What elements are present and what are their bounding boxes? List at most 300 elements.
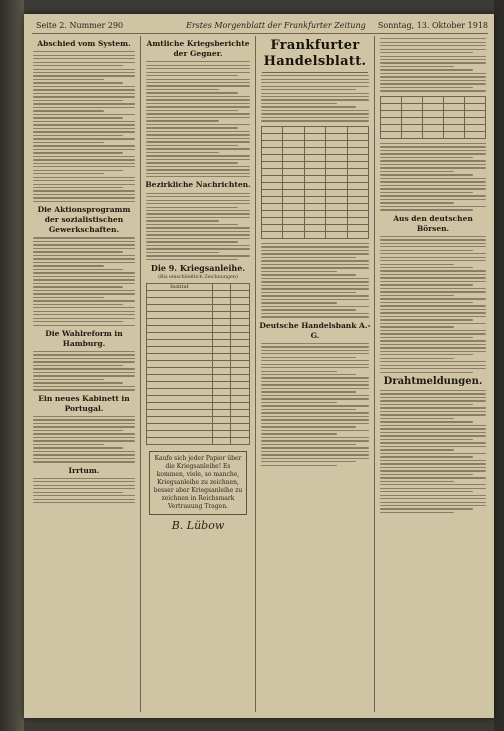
column-1 (30, 36, 138, 712)
article-heading: Drahtmeldungen. (383, 375, 483, 387)
article-text (30, 51, 138, 202)
text-line (380, 442, 486, 443)
text-line (261, 79, 369, 80)
article-heading: Ein neues Kabinett in Portugal. (38, 393, 130, 413)
text-line (380, 397, 486, 398)
text-line (380, 59, 486, 60)
text-line (380, 83, 486, 84)
text-line (33, 110, 104, 111)
table-row (147, 291, 250, 298)
text-line (380, 446, 486, 447)
text-line (380, 491, 473, 492)
text-line (33, 197, 135, 198)
text-line (33, 300, 135, 301)
notice-box: Kaufe sich jeder Papier über die Kriegsanleihe! Es kommen, viele, so manche, Kriegsanleihe zu zeichnen, besser aber Kriegsanleihe zu zeichnen in Reichsmark Vertrauung Tragen. (149, 451, 247, 515)
article-heading: Aus den deutschen Börsen. (393, 213, 473, 233)
text-line (380, 326, 454, 327)
text-line (380, 309, 486, 310)
column-4 (377, 36, 489, 712)
text-line (146, 145, 238, 146)
text-line (146, 106, 250, 107)
text-line (33, 311, 135, 312)
text-line (380, 298, 486, 299)
table-row (262, 126, 369, 133)
table-row (262, 196, 369, 203)
text-line (261, 309, 356, 310)
article-heading: Die Wahlreform in Hamburg. (45, 328, 123, 348)
text-line (33, 187, 123, 188)
text-line (33, 447, 123, 448)
text-line (146, 82, 250, 83)
text-line (380, 171, 454, 172)
text-line (380, 181, 486, 182)
text-line (261, 316, 369, 317)
article-text (30, 351, 138, 391)
text-line (33, 51, 135, 52)
article-heading: Abschied vom System. (37, 39, 131, 48)
text-line (146, 207, 238, 208)
table-row (262, 217, 369, 224)
text-line (33, 58, 135, 59)
text-line (33, 201, 135, 202)
text-line (33, 488, 135, 489)
text-line (146, 255, 250, 256)
article-text (143, 61, 253, 177)
text-line (380, 66, 454, 67)
text-line (146, 79, 250, 80)
text-line (261, 103, 337, 104)
text-line (380, 202, 454, 203)
text-line (380, 316, 486, 317)
text-line (380, 358, 454, 359)
table-row (262, 154, 369, 161)
text-line (33, 114, 135, 115)
text-line (380, 432, 486, 433)
text-line (380, 73, 486, 74)
text-line (146, 162, 238, 163)
issue-date: Sonntag, 13. Oktober 1918 (377, 21, 488, 30)
text-line (380, 305, 486, 306)
text-line (33, 145, 135, 146)
masthead (36, 20, 488, 32)
text-line (380, 505, 486, 506)
text-line (33, 159, 135, 160)
table-row (147, 326, 250, 333)
text-line (261, 278, 369, 279)
text-line (33, 368, 135, 369)
text-line (380, 295, 454, 296)
text-line (380, 153, 486, 154)
text-line (261, 96, 369, 97)
text-line (33, 138, 135, 139)
text-line (380, 418, 454, 419)
text-line (33, 419, 135, 420)
text-line (33, 307, 135, 308)
text-line (146, 210, 250, 211)
subheading: (Bis einschließlich Zeichnungen) (158, 275, 238, 281)
text-line (261, 409, 356, 410)
text-line (33, 430, 123, 431)
text-line (380, 365, 486, 366)
text-line (380, 49, 486, 50)
signature: B. Lübow (171, 519, 225, 533)
text-line (146, 220, 219, 221)
text-line (33, 279, 135, 280)
text-line (380, 319, 473, 320)
text-line (33, 135, 123, 136)
table-header: Institut (147, 284, 213, 291)
text-line (33, 163, 135, 164)
text-line (261, 346, 369, 347)
table-row (147, 375, 250, 382)
text-line (380, 470, 486, 471)
table-row (147, 368, 250, 375)
text-line (33, 107, 135, 108)
text-line (261, 430, 369, 431)
text-line (380, 253, 486, 254)
text-line (380, 199, 486, 200)
text-line (380, 42, 486, 43)
text-line (33, 454, 135, 455)
text-line (380, 372, 473, 373)
table-row (147, 312, 250, 319)
text-line (33, 255, 135, 256)
article-text (30, 237, 138, 326)
text-line (380, 45, 486, 46)
text-line (261, 374, 356, 375)
text-line (380, 337, 473, 338)
text-line (146, 248, 250, 249)
text-line (380, 421, 473, 422)
article-text (258, 243, 372, 318)
text-line (33, 293, 135, 294)
table-row (381, 117, 486, 124)
table-row (147, 438, 250, 445)
text-line (380, 76, 486, 77)
text-line (33, 251, 123, 252)
text-line (380, 404, 473, 405)
text-line (380, 428, 486, 429)
text-line (380, 164, 486, 165)
text-line (146, 152, 219, 153)
text-line (33, 321, 123, 322)
text-line (33, 82, 123, 83)
text-line (33, 354, 135, 355)
text-line (146, 117, 250, 118)
subscription-table (143, 281, 253, 447)
text-line (33, 433, 135, 434)
text-line (146, 92, 238, 93)
text-line (380, 206, 486, 207)
text-line (380, 456, 473, 457)
text-line (380, 87, 473, 88)
table-row (262, 203, 369, 210)
text-line (380, 209, 473, 210)
newspaper-name: Erstes Morgenblatt der Frankfurter Zeitung (186, 21, 366, 30)
text-line (380, 361, 486, 362)
text-line (380, 56, 486, 57)
text-line (33, 382, 123, 383)
text-line (146, 259, 238, 260)
text-line (146, 169, 250, 170)
text-line (261, 423, 369, 424)
text-line (380, 460, 486, 461)
text-line (261, 402, 337, 403)
text-line (146, 166, 250, 167)
text-line (146, 234, 250, 235)
text-line (380, 411, 486, 412)
text-line (380, 274, 486, 275)
text-line (261, 426, 356, 427)
text-line (380, 323, 486, 324)
text-line (380, 407, 486, 408)
text-line (146, 141, 250, 142)
text-line (380, 439, 473, 440)
rates-table (377, 94, 489, 141)
text-line (261, 395, 369, 396)
text-line (33, 96, 135, 97)
text-line (33, 290, 135, 291)
text-line (380, 281, 486, 282)
text-line (146, 252, 219, 253)
text-line (380, 347, 486, 348)
text-line (33, 72, 135, 73)
text-line (380, 488, 486, 489)
text-line (33, 156, 135, 157)
text-line (33, 173, 104, 174)
text-line (33, 361, 135, 362)
text-line (261, 267, 369, 268)
table-row (147, 396, 250, 403)
text-line (33, 194, 135, 195)
column-2 (143, 36, 253, 712)
text-line (33, 358, 135, 359)
text-line (261, 367, 369, 368)
text-line (33, 86, 135, 87)
table-row (262, 161, 369, 168)
text-line (33, 485, 135, 486)
article-text (30, 416, 138, 463)
text-line (380, 143, 486, 144)
text-line (261, 364, 369, 365)
text-line (380, 312, 486, 313)
text-line (33, 365, 123, 366)
text-line (33, 437, 135, 438)
text-line (33, 121, 135, 122)
text-line (380, 178, 486, 179)
text-line (146, 159, 250, 160)
table-row (147, 382, 250, 389)
table-row (262, 231, 369, 238)
text-line (380, 291, 486, 292)
table-row (147, 333, 250, 340)
article-text (377, 143, 489, 211)
table-row (262, 140, 369, 147)
table-row (381, 103, 486, 110)
column-rule-1 (140, 36, 141, 712)
text-line (146, 85, 250, 86)
text-line (146, 155, 250, 156)
text-line (380, 463, 486, 464)
text-line (261, 93, 369, 94)
table-row (262, 182, 369, 189)
text-line (261, 405, 369, 406)
article-text (377, 38, 489, 92)
article-text (30, 478, 138, 504)
text-line (33, 124, 135, 125)
text-line (261, 444, 356, 445)
text-line (261, 451, 369, 452)
text-line (33, 379, 104, 380)
text-line (380, 354, 473, 355)
text-line (146, 238, 250, 239)
text-line (380, 195, 486, 196)
text-line (380, 38, 486, 39)
text-line (380, 302, 473, 303)
text-line (146, 127, 238, 128)
text-line (261, 465, 337, 466)
text-line (261, 360, 369, 361)
text-line (261, 398, 369, 399)
text-line (261, 264, 369, 265)
article-text (377, 236, 489, 373)
table-row (147, 403, 250, 410)
table-row (147, 319, 250, 326)
text-line (33, 423, 135, 424)
text-line (33, 458, 135, 459)
text-line (146, 65, 250, 66)
text-line (380, 484, 486, 485)
text-line (380, 477, 486, 478)
text-line (261, 292, 356, 293)
text-line (33, 128, 135, 129)
text-line (380, 90, 486, 91)
text-line (146, 124, 250, 125)
text-line (33, 75, 135, 76)
text-line (380, 390, 486, 391)
text-line (33, 444, 104, 445)
text-line (380, 277, 486, 278)
text-line (380, 288, 486, 289)
text-line (380, 481, 454, 482)
text-line (380, 425, 486, 426)
table-row (381, 96, 486, 103)
text-line (33, 190, 135, 191)
text-line (380, 52, 473, 53)
text-line (33, 461, 135, 462)
text-line (146, 148, 250, 149)
text-line (146, 99, 250, 100)
text-line (33, 262, 135, 263)
text-line (33, 265, 104, 266)
text-line (146, 89, 219, 90)
text-line (33, 237, 135, 238)
text-line (33, 318, 135, 319)
text-line (146, 75, 238, 76)
table-row (147, 340, 250, 347)
text-line (33, 269, 123, 270)
text-line (33, 283, 135, 284)
text-line (33, 258, 135, 259)
text-line (33, 65, 123, 66)
text-line (380, 185, 486, 186)
text-line (33, 55, 135, 56)
text-line (380, 368, 486, 369)
text-line (33, 272, 135, 273)
text-line (33, 416, 135, 417)
article-heading: Die 9. Kriegsanleihe. (150, 263, 246, 274)
table-row (381, 110, 486, 117)
text-line (33, 170, 123, 171)
text-line (146, 213, 250, 214)
text-line (261, 377, 369, 378)
article-heading: Bezirkliche Nachrichten. (145, 180, 251, 190)
text-line (146, 173, 250, 174)
text-line (146, 245, 250, 246)
text-line (380, 435, 486, 436)
text-line (261, 419, 369, 420)
text-line (380, 498, 486, 499)
text-line (261, 416, 369, 417)
page-edge-right (494, 0, 504, 731)
text-line (261, 250, 369, 251)
text-line (33, 440, 135, 441)
text-line (33, 244, 135, 245)
text-line (33, 451, 135, 452)
text-line (380, 192, 473, 193)
text-line (261, 343, 369, 344)
text-line (146, 131, 250, 132)
text-line (380, 246, 486, 247)
text-line (33, 389, 135, 390)
text-line (33, 276, 135, 277)
text-line (380, 236, 486, 237)
text-line (33, 180, 135, 181)
text-line (33, 93, 135, 94)
text-line (146, 217, 250, 218)
column-3 (258, 36, 372, 712)
table-row (147, 389, 250, 396)
text-line (33, 304, 123, 305)
text-line (261, 113, 369, 114)
text-line (261, 99, 369, 100)
text-line (261, 302, 337, 303)
text-line (33, 481, 135, 482)
newspaper-page (24, 14, 494, 718)
text-line (380, 146, 486, 147)
article-heading: Irrtum. (68, 465, 100, 475)
text-line (380, 69, 473, 70)
text-line (261, 454, 369, 455)
text-line (261, 274, 356, 275)
text-line (380, 250, 473, 251)
text-line (33, 297, 104, 298)
table-row (262, 189, 369, 196)
text-line (380, 344, 486, 345)
text-line (33, 248, 135, 249)
text-line (261, 440, 369, 441)
text-line (33, 241, 135, 242)
text-line (380, 260, 486, 261)
text-line (146, 103, 250, 104)
text-line (380, 243, 486, 244)
text-line (380, 502, 486, 503)
text-line (33, 314, 135, 315)
table-row (147, 424, 250, 431)
text-line (261, 384, 369, 385)
text-line (146, 241, 238, 242)
text-line (380, 239, 486, 240)
